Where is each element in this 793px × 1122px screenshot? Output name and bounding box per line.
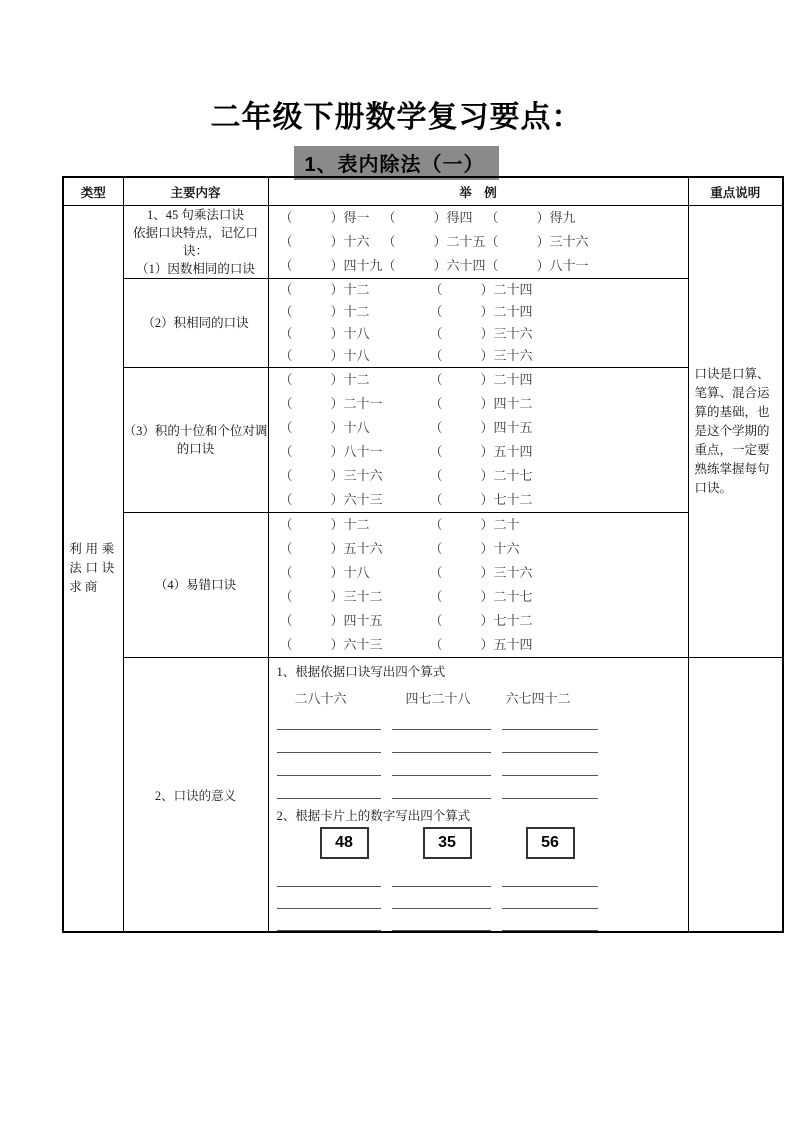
example-blank-item: （ ）八十一 (279, 444, 383, 459)
example-blank-item: （ ）得四 (382, 210, 473, 225)
answer-blank-row (275, 865, 688, 887)
example-blank-item: （ ）四十五 (429, 420, 533, 435)
task2-label: 2、根据卡片上的数字写出四个算式 (276, 809, 471, 823)
example-line (269, 392, 688, 416)
example-blank-item: （ ）十二 (279, 304, 370, 319)
content-line: （4）易错口诀 (154, 578, 237, 592)
type-cell (63, 206, 123, 933)
example-blank-item: （ ）八十一 (485, 258, 589, 273)
example-blank-item: （ ）十六 (429, 541, 520, 556)
example-blank-item: （ ）三十六 (279, 468, 383, 483)
cards-row (275, 827, 688, 859)
example-blank-item: （ ）三十六 (429, 565, 533, 580)
number-card: 48 (320, 827, 369, 859)
header-examples: 举 例 (268, 177, 688, 206)
content-cell-4 (123, 513, 268, 658)
table-row (63, 279, 783, 368)
example-line (269, 537, 688, 561)
answer-blank-row (275, 707, 688, 730)
section-heading-row (0, 146, 793, 180)
example-line (269, 585, 688, 609)
example-blank-item: （ ）四十九 (279, 258, 383, 273)
task1-blanks (275, 707, 688, 799)
task2-blanks (275, 865, 688, 931)
answer-blank-line (502, 907, 598, 909)
answer-blank-row (275, 909, 688, 931)
key-notes-cell: 口诀是口算、笔算、混合运算的基础，也是这个学期的重点，一定要熟练掌握每句口诀。 (688, 206, 783, 658)
answer-blank-line (502, 728, 598, 730)
example-line (269, 513, 688, 537)
header-main-content: 主要内容 (123, 177, 268, 206)
example-blank-item: （ ）七十二 (429, 613, 533, 628)
answer-blank-line (392, 728, 491, 730)
answer-blank-row (275, 887, 688, 909)
example-blank-item: （ ）二十七 (429, 589, 533, 604)
section-heading: 1、表内除法（一） (294, 146, 498, 180)
hint-row (275, 688, 688, 707)
example-blank-item: （ ）十八 (279, 348, 370, 363)
example-blank-item: （ ）三十六 (429, 326, 533, 341)
example-blank-item: （ ）二十 (429, 517, 520, 532)
example-blank-item: （ ）二十四 (429, 304, 533, 319)
content-line: 的口诀 (176, 442, 215, 456)
answer-blank-line (277, 797, 381, 799)
example-blank-item: （ ）五十四 (429, 637, 533, 652)
content-cell-1 (123, 206, 268, 279)
content-line: 1、45 句乘法口诀 (147, 208, 244, 222)
type-label: 利用乘法口诀求商 (69, 542, 118, 594)
table-row (63, 206, 783, 279)
example-blank-item: （ ）二十一 (279, 396, 383, 411)
content-line: （2）积相同的口诀 (142, 316, 249, 330)
example-blank-item: （ ）四十二 (429, 396, 533, 411)
answer-blank-line (392, 774, 491, 776)
example-blank-item: （ ）四十五 (279, 613, 383, 628)
example-blank-item: （ ）十二 (279, 517, 370, 532)
example-blank-item: （ ）十二 (279, 372, 370, 387)
review-table (62, 176, 784, 933)
example-line (269, 488, 688, 512)
table-row (63, 513, 783, 658)
example-blank-item: （ ）二十五 (382, 234, 486, 249)
example-blank-item: （ ）七十二 (429, 492, 533, 507)
meaning-examples-cell (268, 658, 688, 933)
examples-cell-2 (268, 279, 688, 368)
example-line (269, 279, 688, 301)
example-blank-item: （ ）十六 (279, 234, 370, 249)
answer-blank-row (275, 776, 688, 799)
answer-blank-line (392, 797, 491, 799)
example-blank-item: （ ）六十三 (279, 492, 383, 507)
answer-blank-line (277, 774, 381, 776)
answer-blank-line (277, 728, 381, 730)
answer-blank-line (502, 885, 598, 887)
table-row (63, 658, 783, 933)
table-row (63, 368, 783, 513)
example-blank-item: （ ）二十四 (429, 282, 533, 297)
example-blank-item: （ ）十八 (279, 420, 370, 435)
content-cell-3 (123, 368, 268, 513)
example-line (269, 633, 688, 657)
example-line (269, 323, 688, 345)
answer-blank-line (392, 885, 491, 887)
example-blank-item: （ ）三十六 (429, 348, 533, 363)
answer-blank-line (502, 751, 598, 753)
example-blank-item: （ ）得九 (485, 210, 576, 225)
example-line (269, 561, 688, 585)
example-blank-item: （ ）六十四 (382, 258, 486, 273)
example-blank-item: （ ）五十六 (279, 541, 383, 556)
examples-cell-3 (268, 368, 688, 513)
answer-blank-row (275, 730, 688, 753)
example-line (269, 609, 688, 633)
answer-blank-line (502, 929, 598, 931)
answer-blank-line (277, 907, 381, 909)
example-blank-item: （ ）三十二 (279, 589, 383, 604)
mnemonic-hint: 四七二十八 (405, 691, 471, 706)
example-line (269, 440, 688, 464)
example-line (269, 416, 688, 440)
task1-label: 1、根据依据口诀写出四个算式 (276, 665, 446, 679)
answer-blank-line (277, 929, 381, 931)
example-blank-item: （ ）十二 (279, 282, 370, 297)
page-title: 二年级下册数学复习要点： (210, 101, 583, 134)
example-blank-item: （ ）二十四 (429, 372, 533, 387)
table-header-row (63, 177, 783, 206)
mnemonic-hint: 二八十六 (294, 691, 347, 706)
example-blank-item: （ ）六十三 (279, 637, 383, 652)
example-line (269, 345, 688, 367)
answer-blank-row (275, 753, 688, 776)
answer-blank-line (392, 907, 491, 909)
example-line (269, 464, 688, 488)
key-notes-empty-cell (688, 658, 783, 933)
answer-blank-line (502, 774, 598, 776)
content-cell-2 (123, 279, 268, 368)
example-line (269, 254, 688, 278)
example-blank-item: （ ）得一 (279, 210, 370, 225)
example-line (269, 230, 688, 254)
mnemonic-hint: 六七四十二 (505, 691, 571, 706)
content-line: 依据口诀特点，记忆口诀： (132, 226, 258, 258)
examples-cell-4 (268, 513, 688, 658)
content-cell-meaning: 2、口诀的意义 (123, 658, 268, 933)
content-line: （1）因数相同的口诀 (136, 262, 255, 276)
number-card: 35 (423, 827, 472, 859)
example-line (269, 368, 688, 392)
example-line (269, 206, 688, 230)
answer-blank-line (277, 885, 381, 887)
example-line (269, 301, 688, 323)
example-blank-item: （ ）三十六 (485, 234, 589, 249)
number-card: 56 (526, 827, 575, 859)
example-blank-item: （ ）二十七 (429, 468, 533, 483)
content-line: （3）积的十位和个位对调 (123, 424, 268, 438)
header-key-notes: 重点说明 (688, 177, 783, 206)
examples-cell-1 (268, 206, 688, 279)
answer-blank-line (502, 797, 598, 799)
answer-blank-line (277, 751, 381, 753)
header-type: 类型 (63, 177, 123, 206)
example-blank-item: （ ）五十四 (429, 444, 533, 459)
answer-blank-line (392, 751, 491, 753)
example-blank-item: （ ）十八 (279, 326, 370, 341)
example-blank-item: （ ）十八 (279, 565, 370, 580)
answer-blank-line (392, 929, 491, 931)
